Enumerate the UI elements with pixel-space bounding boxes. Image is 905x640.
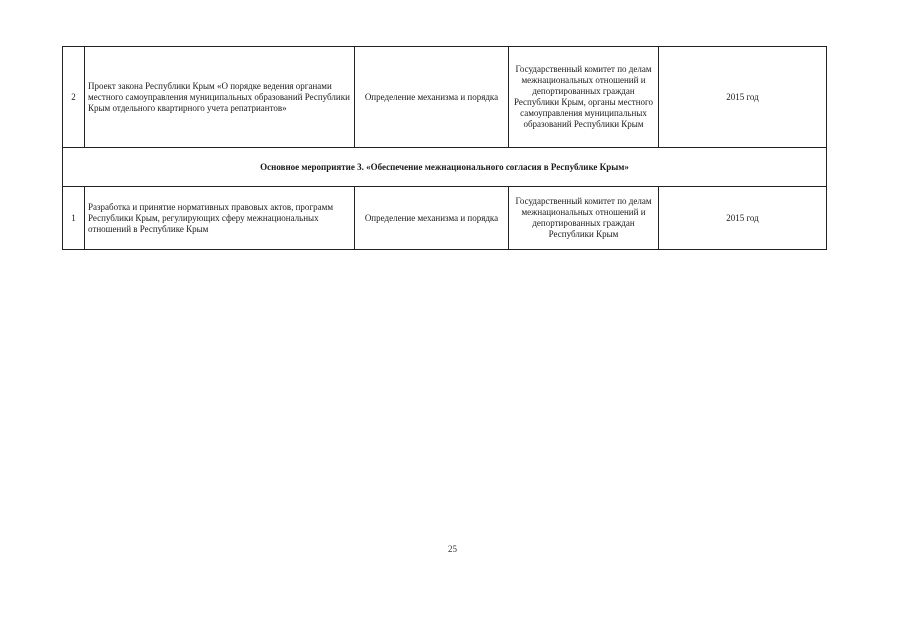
table-row bbox=[63, 47, 827, 148]
table-row bbox=[63, 187, 827, 250]
row-number: 1 bbox=[63, 187, 85, 250]
page-number: 25 bbox=[448, 544, 457, 554]
measure-term: 2015 год bbox=[659, 47, 827, 148]
measure-result: Определение механизма и порядка bbox=[355, 187, 509, 250]
measure-term: 2015 год bbox=[659, 187, 827, 250]
measure-result: Определение механизма и порядка bbox=[355, 47, 509, 148]
section-row bbox=[63, 148, 827, 187]
measure-executor: Государственный комитет по делам межнациональных отношений и депортированных граждан Республики Крым bbox=[509, 187, 659, 250]
measure-name: Разработка и принятие нормативных правовых актов, программ Республики Крым, регулирующих сферу межнациональных отношений в Республике Крым bbox=[85, 187, 355, 250]
measure-name: Проект закона Республики Крым «О порядке ведения органами местного самоуправления муниципальных образований Республики Крым отдельного квартирного учета репатриантов» bbox=[85, 47, 355, 148]
measures-table bbox=[62, 46, 827, 250]
section-title: Основное мероприятие 3. «Обеспечение межнационального согласия в Республике Крым» bbox=[63, 148, 827, 187]
row-number: 2 bbox=[63, 47, 85, 148]
measure-executor: Государственный комитет по делам межнациональных отношений и депортированных граждан Республики Крым, органы местного самоуправления муниципальных образований Республики Крым bbox=[509, 47, 659, 148]
